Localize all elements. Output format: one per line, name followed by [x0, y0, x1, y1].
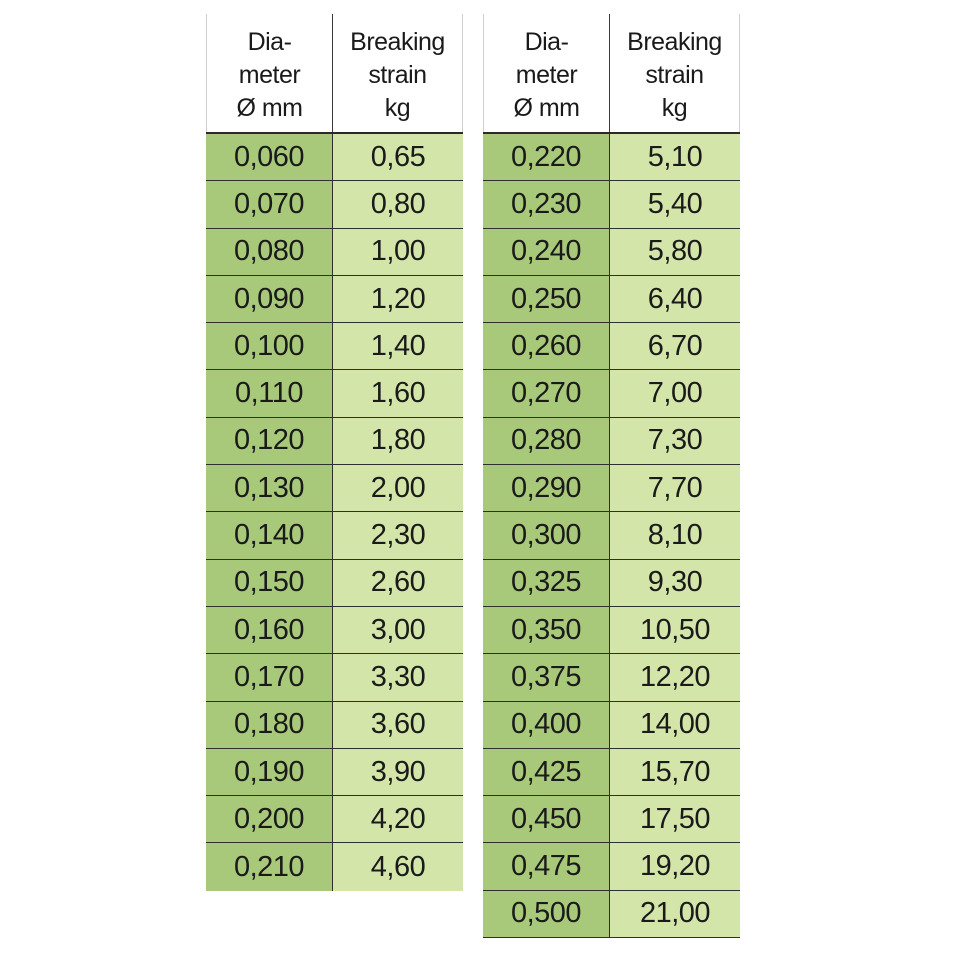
table-row: [483, 560, 740, 607]
diameter-header: [206, 14, 333, 132]
table-row: [483, 465, 740, 512]
table-row: [483, 796, 740, 843]
diameter-cell: 0,190: [206, 749, 333, 795]
table-row: [206, 276, 463, 323]
diameter-cell: 0,240: [483, 229, 610, 275]
strain-cell: 19,20: [610, 843, 740, 889]
table-row: [206, 843, 463, 890]
table-row: [206, 512, 463, 559]
diameter-header-line: Dia-: [524, 27, 569, 56]
strain-cell: 1,40: [333, 323, 463, 369]
strain-cell: 0,80: [333, 181, 463, 227]
diameter-cell: 0,140: [206, 512, 333, 558]
strain-header-line: strain: [368, 60, 427, 89]
table-row: [206, 465, 463, 512]
table-row: [483, 323, 740, 370]
diameter-cell: 0,200: [206, 796, 333, 842]
diameter-cell: 0,280: [483, 418, 610, 464]
strain-cell: 1,20: [333, 276, 463, 322]
strain-cell: 5,40: [610, 181, 740, 227]
diameter-header-line: Ø mm: [513, 93, 580, 122]
table-row: [206, 229, 463, 276]
strain-cell: 5,80: [610, 229, 740, 275]
strain-cell: 3,00: [333, 607, 463, 653]
table-row: [206, 418, 463, 465]
diameter-cell: 0,070: [206, 181, 333, 227]
table-row: [483, 181, 740, 228]
strain-cell: 9,30: [610, 560, 740, 606]
diameter-cell: 0,060: [206, 134, 333, 180]
table-row: [483, 749, 740, 796]
diameter-cell: 0,325: [483, 560, 610, 606]
strain-header-line: strain: [645, 60, 704, 89]
diameter-header-line: Dia-: [247, 27, 292, 56]
diameter-cell: 0,230: [483, 181, 610, 227]
strain-cell: 14,00: [610, 702, 740, 748]
strain-header: [333, 14, 463, 132]
diameter-cell: 0,425: [483, 749, 610, 795]
diameter-cell: 0,160: [206, 607, 333, 653]
diameter-cell: 0,350: [483, 607, 610, 653]
strain-header-line: Breaking: [627, 27, 722, 56]
strain-cell: 7,30: [610, 418, 740, 464]
table-row: [206, 702, 463, 749]
strain-cell: 6,40: [610, 276, 740, 322]
right-table-body: [483, 134, 740, 938]
diameter-cell: 0,250: [483, 276, 610, 322]
diameter-header: [483, 14, 610, 132]
strain-header-line: kg: [384, 93, 411, 122]
strain-cell: 2,60: [333, 560, 463, 606]
table-row: [206, 654, 463, 701]
diameter-cell: 0,220: [483, 134, 610, 180]
table-row: [483, 512, 740, 559]
table-row: [206, 134, 463, 181]
table-row: [483, 607, 740, 654]
table-row: [483, 276, 740, 323]
table-row: [483, 843, 740, 890]
strain-cell: 1,60: [333, 370, 463, 416]
table-row: [206, 370, 463, 417]
diameter-cell: 0,120: [206, 418, 333, 464]
diameter-cell: 0,300: [483, 512, 610, 558]
strain-header-line: Breaking: [350, 27, 445, 56]
strain-cell: 3,60: [333, 702, 463, 748]
strain-cell: 3,30: [333, 654, 463, 700]
diameter-cell: 0,080: [206, 229, 333, 275]
strain-cell: 7,70: [610, 465, 740, 511]
table-row: [483, 229, 740, 276]
diameter-cell: 0,475: [483, 843, 610, 889]
strain-cell: 17,50: [610, 796, 740, 842]
strain-cell: 2,30: [333, 512, 463, 558]
strain-header: [610, 14, 740, 132]
diameter-header-line: Ø mm: [236, 93, 303, 122]
strain-cell: 8,10: [610, 512, 740, 558]
table-header: [483, 14, 740, 132]
diameter-cell: 0,210: [206, 843, 333, 890]
left-table: [206, 14, 463, 891]
right-table: [483, 14, 740, 938]
strain-cell: 1,80: [333, 418, 463, 464]
table-row: [483, 702, 740, 749]
strain-cell: 4,60: [333, 843, 463, 890]
diameter-cell: 0,100: [206, 323, 333, 369]
diameter-cell: 0,260: [483, 323, 610, 369]
diameter-cell: 0,090: [206, 276, 333, 322]
strain-cell: 2,00: [333, 465, 463, 511]
diameter-cell: 0,375: [483, 654, 610, 700]
diameter-header-line: meter: [238, 60, 301, 89]
diameter-cell: 0,400: [483, 702, 610, 748]
table-row: [483, 654, 740, 701]
diameter-cell: 0,450: [483, 796, 610, 842]
left-table-body: [206, 134, 463, 891]
strain-cell: 15,70: [610, 749, 740, 795]
table-row: [483, 134, 740, 181]
table-row: [206, 607, 463, 654]
diameter-cell: 0,110: [206, 370, 333, 416]
strain-cell: 10,50: [610, 607, 740, 653]
diameter-cell: 0,170: [206, 654, 333, 700]
strain-cell: 5,10: [610, 134, 740, 180]
diameter-cell: 0,290: [483, 465, 610, 511]
strain-header-line: kg: [661, 93, 688, 122]
diameter-cell: 0,270: [483, 370, 610, 416]
strain-cell: 6,70: [610, 323, 740, 369]
table-row: [206, 181, 463, 228]
strain-cell: 12,20: [610, 654, 740, 700]
strain-cell: 3,90: [333, 749, 463, 795]
strain-cell: 0,65: [333, 134, 463, 180]
diameter-cell: 0,130: [206, 465, 333, 511]
strain-cell: 1,00: [333, 229, 463, 275]
strain-cell: 7,00: [610, 370, 740, 416]
table-row: [206, 560, 463, 607]
diameter-cell: 0,150: [206, 560, 333, 606]
table-row: [206, 323, 463, 370]
strain-cell: 4,20: [333, 796, 463, 842]
table-row: [206, 749, 463, 796]
table-row: [206, 796, 463, 843]
table-row: [483, 418, 740, 465]
table-row: [483, 370, 740, 417]
strain-cell: 21,00: [610, 891, 740, 937]
diameter-header-line: meter: [515, 60, 578, 89]
table-header: [206, 14, 463, 132]
table-row: [483, 891, 740, 938]
diameter-cell: 0,180: [206, 702, 333, 748]
diameter-cell: 0,500: [483, 891, 610, 937]
